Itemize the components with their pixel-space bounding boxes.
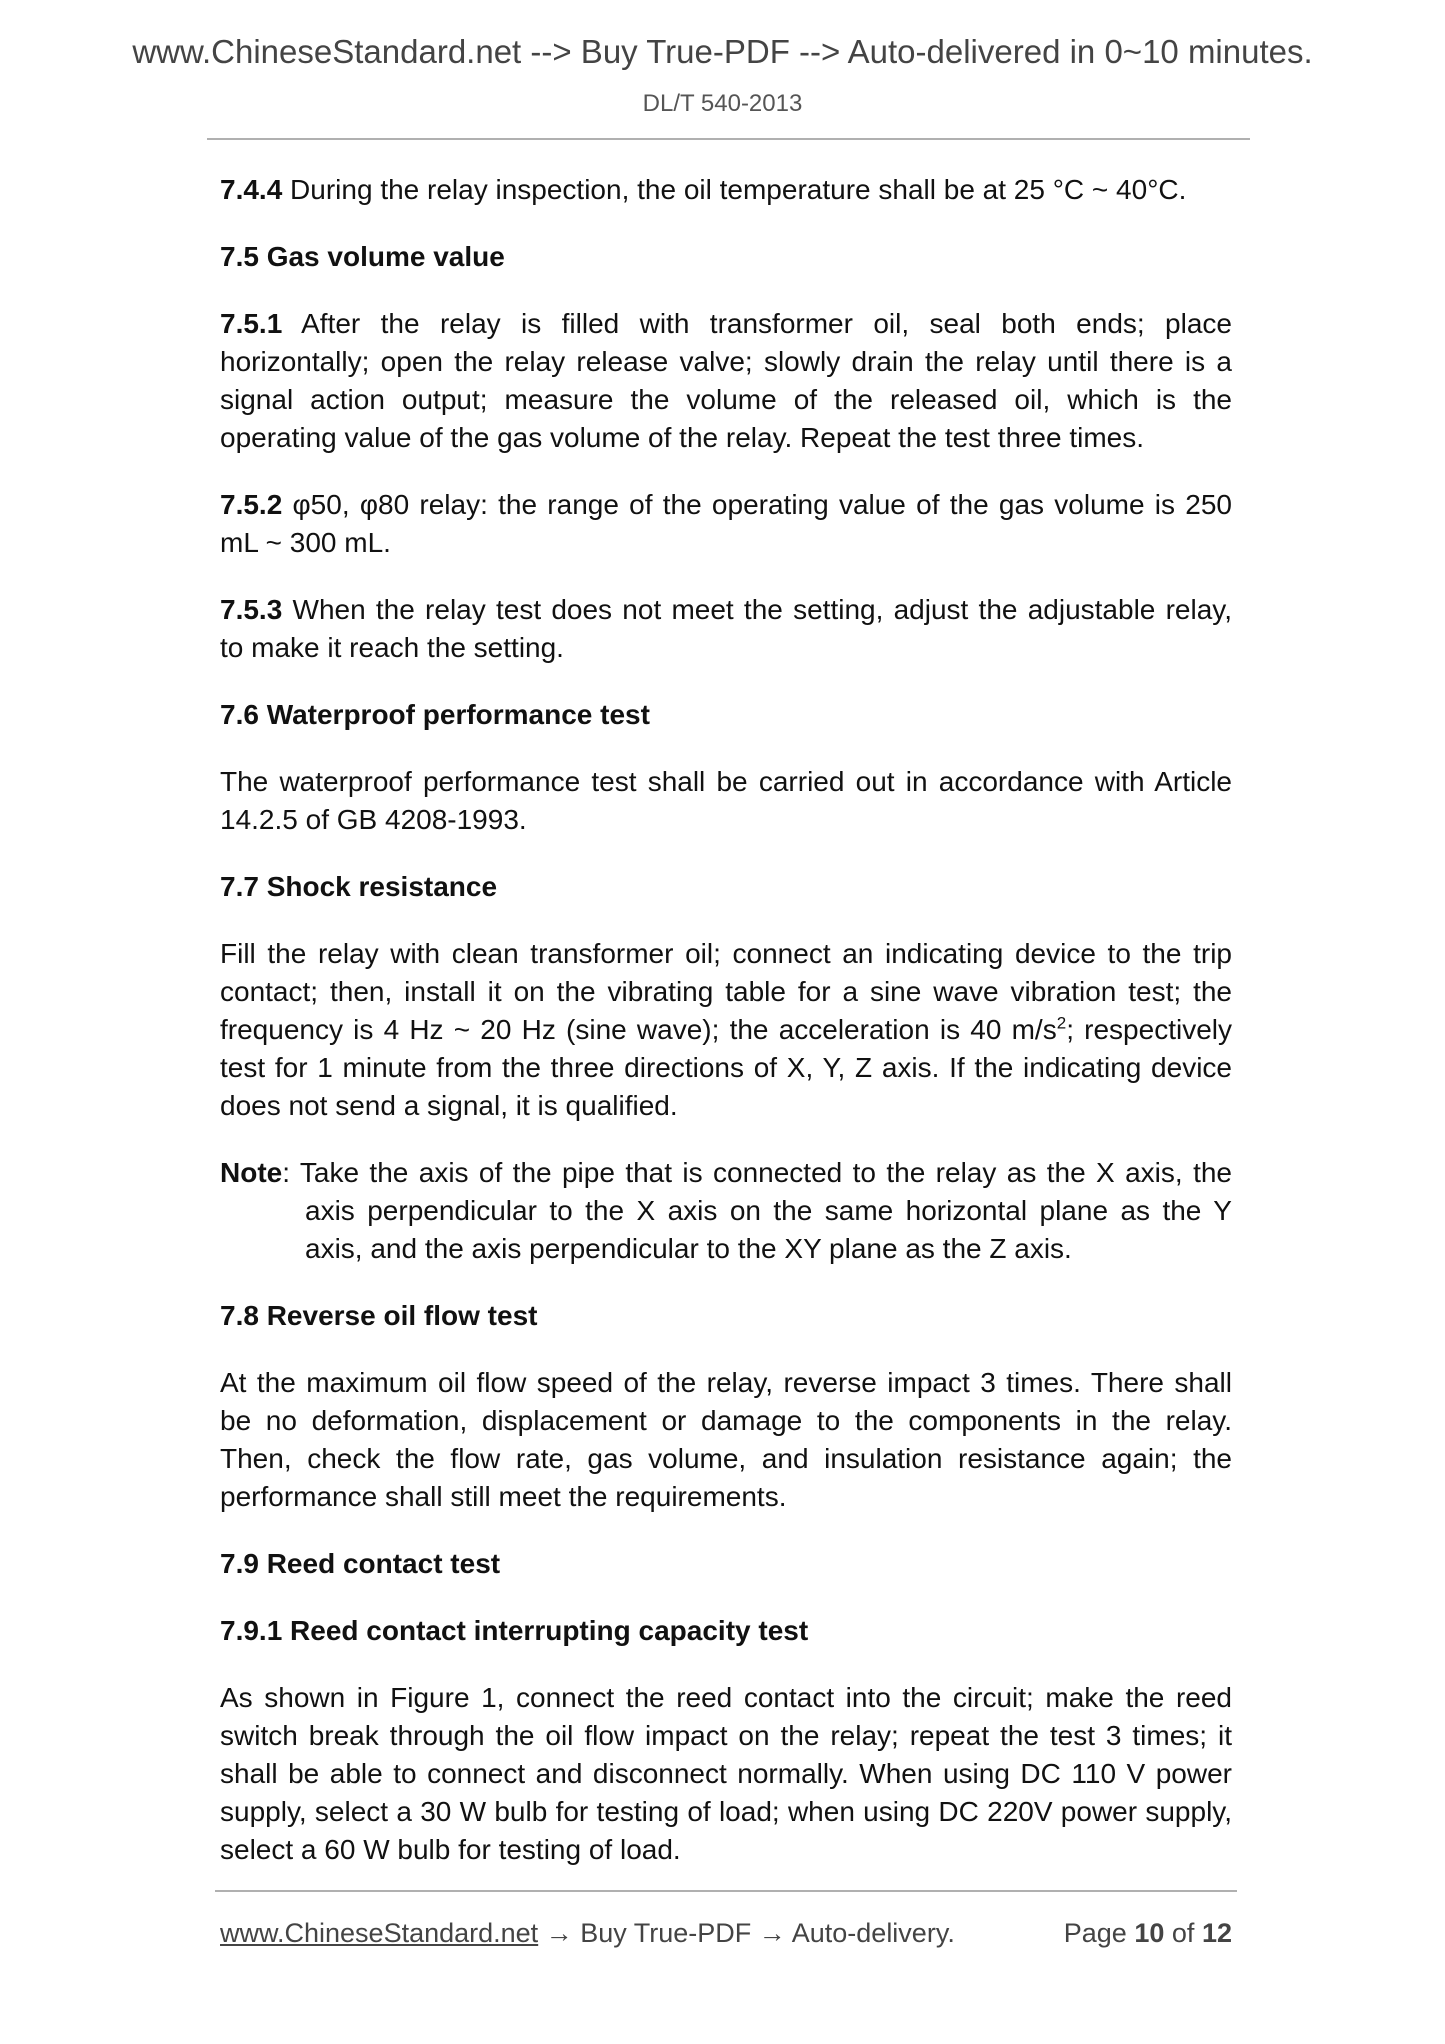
- heading-text: 7.9.1 Reed contact interrupting capacity test: [220, 1615, 809, 1646]
- clause-number: 7.4.4: [220, 174, 283, 205]
- clause-text: During the relay inspection, the oil temperature shall be at 25 °C ~ 40°C.: [282, 174, 1187, 205]
- line: contact; then, install it on the vibrating table for a sine wave vibration test; the: [220, 976, 1232, 1007]
- clause-7-5-2: [220, 486, 1232, 562]
- clause-number: 7.5.3: [220, 594, 283, 625]
- line-part: frequency is 4 Hz ~ 20 Hz (sine wave); the acceleration is 40 m/s: [220, 1014, 1057, 1045]
- line: supply, select a 30 W bulb for testing of load; when using DC 220V power supply,: [220, 1796, 1232, 1827]
- heading-7-9-1: [220, 1612, 1232, 1650]
- document-body: [220, 171, 1232, 1898]
- line: be no deformation, displacement or damage to the components in the relay.: [220, 1405, 1232, 1436]
- line: shall be able to connect and disconnect normally. When using DC 110 V power: [220, 1758, 1232, 1789]
- note-label: Note: [220, 1157, 283, 1188]
- document-id: DL/T 540-2013: [642, 90, 803, 117]
- line: [220, 1011, 1232, 1049]
- footer-link[interactable]: www.ChineseStandard.net: [220, 1918, 539, 1948]
- line: When the relay test does not meet the setting, adjust the adjustable relay,: [282, 594, 1232, 625]
- heading-7-5: [220, 238, 1232, 276]
- header-divider: [207, 138, 1250, 140]
- line: mL ~ 300 mL.: [220, 527, 391, 558]
- paragraph-7-9-1: [220, 1679, 1232, 1869]
- line: to make it reach the setting.: [220, 632, 564, 663]
- page-label: Page: [1063, 1918, 1127, 1948]
- heading-text: 7.6 Waterproof performance test: [220, 699, 650, 730]
- line-part: ; respectively: [1066, 1014, 1232, 1045]
- line: : Take the axis of the pipe that is connected to the relay as the X axis, the: [282, 1157, 1232, 1188]
- clause-number: 7.5.1: [220, 308, 283, 339]
- heading-text: 7.5 Gas volume value: [220, 241, 505, 272]
- line: performance shall still meet the requirements.: [220, 1481, 787, 1512]
- header-banner: www.ChineseStandard.net --> Buy True-PDF --> Auto-delivered in 0~10 minutes.: [132, 33, 1313, 70]
- line: switch break through the oil flow impact on the relay; repeat the test 3 times; it: [220, 1720, 1232, 1751]
- heading-7-7: [220, 868, 1232, 906]
- page-number: 10: [1134, 1918, 1165, 1948]
- line: 14.2.5 of GB 4208-1993.: [220, 804, 527, 835]
- line: horizontally; open the relay release valve; slowly drain the relay until there is a: [220, 346, 1232, 377]
- page-indicator: [1064, 1918, 1232, 1949]
- footer: [220, 1918, 1232, 1949]
- line: test for 1 minute from the three directions of X, Y, Z axis. If the indicating device: [220, 1052, 1232, 1083]
- paragraph-7-7: [220, 935, 1232, 1125]
- clause-7-5-1: [220, 305, 1232, 457]
- superscript: 2: [1056, 1013, 1067, 1033]
- paragraph-7-6: [220, 763, 1232, 839]
- of-label: of: [1171, 1918, 1195, 1948]
- line: axis perpendicular to the X axis on the same horizontal plane as the Y: [305, 1195, 1232, 1226]
- line: After the relay is filled with transformer oil, seal both ends; place: [282, 308, 1232, 339]
- heading-7-9: [220, 1545, 1232, 1583]
- line: The waterproof performance test shall be carried out in accordance with Article: [220, 766, 1232, 797]
- page-total: 12: [1201, 1918, 1232, 1948]
- heading-text: 7.7 Shock resistance: [220, 871, 498, 902]
- line: select a 60 W bulb for testing of load.: [220, 1834, 681, 1865]
- footer-text: → Buy True-PDF → Auto-delivery.: [538, 1918, 955, 1948]
- footer-divider: [215, 1890, 1237, 1892]
- clause-7-5-3: [220, 591, 1232, 667]
- line: φ50, φ80 relay: the range of the operating value of the gas volume is 250: [282, 489, 1232, 520]
- heading-7-6: [220, 696, 1232, 734]
- note: [220, 1154, 1232, 1268]
- clause-number: 7.5.2: [220, 489, 283, 520]
- heading-text: 7.9 Reed contact test: [220, 1548, 501, 1579]
- line: operating value of the gas volume of the relay. Repeat the test three times.: [220, 422, 1145, 453]
- line: does not send a signal, it is qualified.: [220, 1090, 678, 1121]
- line: Then, check the flow rate, gas volume, and insulation resistance again; the: [220, 1443, 1232, 1474]
- heading-7-8: [220, 1297, 1232, 1335]
- clause-7-4-4: [220, 171, 1232, 209]
- paragraph-7-8: [220, 1364, 1232, 1516]
- line: axis, and the axis perpendicular to the XY plane as the Z axis.: [305, 1233, 1072, 1264]
- line: As shown in Figure 1, connect the reed contact into the circuit; make the reed: [220, 1682, 1232, 1713]
- line: signal action output; measure the volume of the released oil, which is the: [220, 384, 1232, 415]
- heading-text: 7.8 Reverse oil flow test: [220, 1300, 538, 1331]
- line: At the maximum oil flow speed of the relay, reverse impact 3 times. There shall: [220, 1367, 1232, 1398]
- line: Fill the relay with clean transformer oil; connect an indicating device to the trip: [220, 938, 1232, 969]
